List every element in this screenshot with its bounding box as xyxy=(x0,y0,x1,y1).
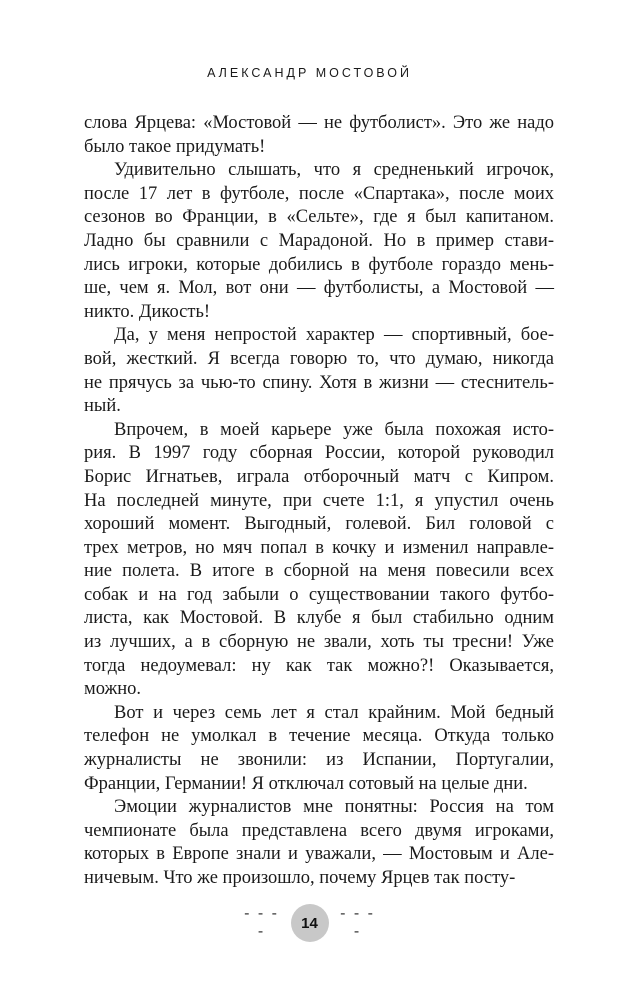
text-line: которых в Европе знали и уважали, — Мостовым и Але- xyxy=(84,844,554,865)
text-line: Впрочем, в моей карьере уже была похожая исто- xyxy=(114,419,554,440)
text-line: ный. xyxy=(84,396,121,417)
text-line: ничевым. Что же произошло, почему Ярцев так посту- xyxy=(84,868,516,888)
text-line: хороший момент. Выгодный, голевой. Бил головой с xyxy=(84,514,554,535)
text-line: журналисты не звонили: из Испании, Португалии, xyxy=(84,750,554,771)
text-line: телефон не умолкал в течение месяца. Откуда только xyxy=(84,726,554,747)
paragraph xyxy=(84,112,554,159)
paragraph xyxy=(84,702,554,796)
paragraph xyxy=(84,324,554,418)
text-line: Франции, Германии! Я отключал сотовый на целые дни. xyxy=(84,773,528,794)
text-line: не прячусь за чью-то спину. Хотя в жизни — стеснитель- xyxy=(84,372,554,393)
text-line: собак и на год забыли о существовании такого футбо- xyxy=(84,584,554,605)
text-line: тогда недоумевал: ну как так можно?! Оказывается, xyxy=(84,655,554,676)
text-line: слова Ярцева: «Мостовой — не футболист». Это же надо xyxy=(84,113,554,133)
text-line: листа, как Мостовой. В клубе я был стабильно одним xyxy=(84,608,554,629)
text-line: Ладно бы сравнили с Марадоной. Но в пример стави- xyxy=(84,230,554,251)
text-line: рия. В 1997 году сборная России, которой руководил xyxy=(84,443,554,464)
text-line: из лучших, а в сборную не звали, хоть ты тресни! Уже xyxy=(84,632,554,653)
paragraph xyxy=(84,796,554,890)
folio-dashes-left: - - - - xyxy=(244,905,279,940)
text-line: вой, жесткий. Я всегда говорю то, что думаю, никогда xyxy=(84,348,554,369)
text-line: чемпионате была представлена всего двумя игроками, xyxy=(84,820,554,841)
text-line: после 17 лет в футболе, после «Спартака», после моих xyxy=(84,183,554,204)
text-line: Удивительно слышать, что я средненький игрочок, xyxy=(114,160,554,181)
running-header: АЛЕКСАНДР МОСТОВОЙ xyxy=(207,66,412,80)
text-line: Борис Игнатьев, играла отборочный матч с Кипром. xyxy=(84,466,554,487)
body-text xyxy=(84,112,554,891)
text-line: сезонов во Франции, в «Сельте», где я был капитаном. xyxy=(84,207,554,228)
text-line: лись игроки, которые добились в футболе гораздо мень- xyxy=(84,254,554,275)
text-line: ние полета. В итоге в сборной на меня повесили всех xyxy=(84,561,554,582)
text-line: Вот и через семь лет я стал крайним. Мой бедный xyxy=(114,702,554,723)
folio-dashes-right: - - - - xyxy=(340,905,375,940)
page-number: 14 xyxy=(301,914,318,932)
text-line: можно. xyxy=(84,679,142,700)
text-line: Да, у меня непростой характер — спортивный, бое- xyxy=(114,325,554,346)
text-line: трех метров, но мяч попал в кочку и изменил направле- xyxy=(84,537,554,558)
text-line: было такое придумать! xyxy=(84,136,266,157)
text-line: никто. Дикость! xyxy=(84,301,211,322)
text-line: На последней минуте, при счете 1:1, я упустил очень xyxy=(84,490,554,511)
text-line: Эмоции журналистов мне понятны: Россия на том xyxy=(114,797,554,818)
text-line: ше, чем я. Мол, вот они — футболисты, а Мостовой — xyxy=(84,278,554,299)
page-folio xyxy=(0,903,619,943)
page-number-badge xyxy=(291,904,329,942)
paragraph xyxy=(84,419,554,702)
paragraph xyxy=(84,159,554,324)
